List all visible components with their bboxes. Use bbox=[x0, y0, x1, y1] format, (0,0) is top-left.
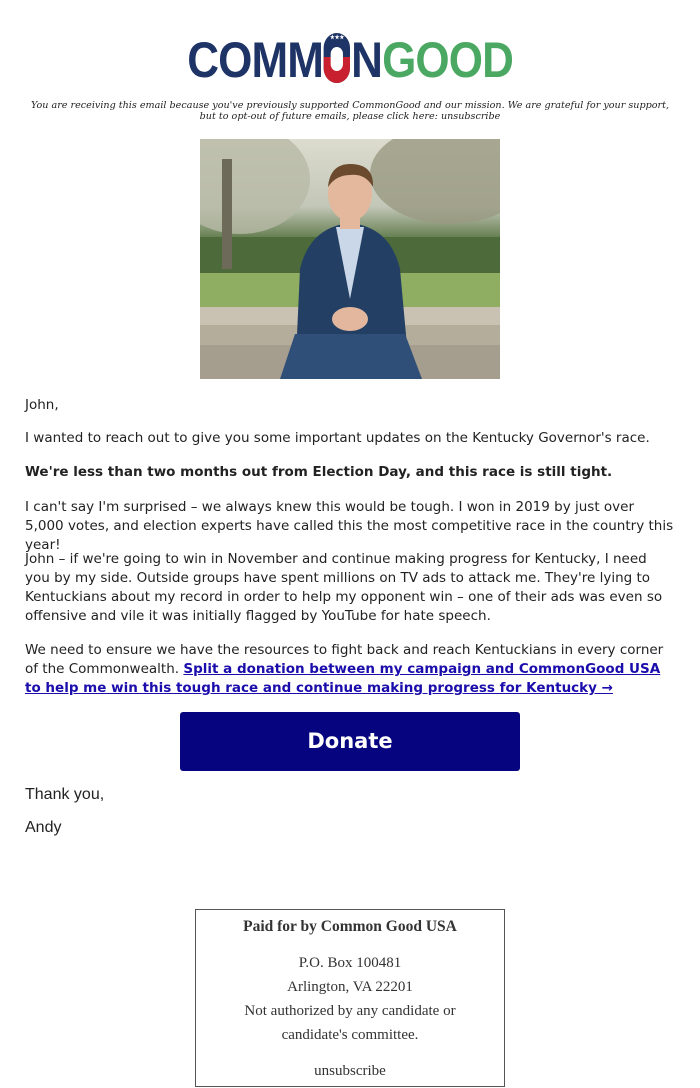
paragraph-5-text: We need to ensure we have the resources to fight back and reach Kentuckians in every corner of the Commonwealth. bbox=[25, 642, 664, 677]
paid-for-by: Paid for by Common Good USA bbox=[243, 918, 457, 935]
po-box: P.O. Box 100481 bbox=[298, 955, 402, 971]
disclaimer-line-2: candidate's committee. bbox=[281, 1027, 419, 1043]
disclaimer-line-1: Not authorized by any candidate or bbox=[244, 1003, 456, 1019]
donation-link[interactable]: Split a donation between my campaign and CommonGood USA to help me win this tough race and continue making progress for Kentucky → bbox=[25, 661, 661, 696]
logo-n-text: N bbox=[351, 32, 382, 88]
commongood-logo bbox=[0, 30, 700, 90]
paragraph-4: John – if we're going to win in November and continue making progress for Kentucky, I need you by my side. Outside groups have spent millions on TV ads to attack me. They're lying to Kentuckians about my record in order to help my opponent win – one of their ads was even so offensive and vile it was initially flagged by YouTube for hate speech. bbox=[25, 551, 663, 624]
candidate-photo bbox=[200, 139, 500, 379]
logo-stars: ★★★ bbox=[329, 35, 345, 41]
logo-good-text: GOOD bbox=[381, 32, 513, 88]
city-state: Arlington, VA 22201 bbox=[287, 979, 413, 995]
paragraph-2-bold: We're less than two months out from Election Day, and this race is still tight. bbox=[25, 464, 613, 480]
paragraph-1: I wanted to reach out to give you some important updates on the Kentucky Governor's race. bbox=[25, 430, 650, 446]
paragraph-5 bbox=[25, 641, 675, 698]
signature-name: Andy bbox=[25, 819, 62, 836]
optout-notice: You are receiving this email because you've previously supported CommonGood and our mission. We are grateful for your support, but to opt-out of future emails, please click here: unsubscribe bbox=[31, 100, 669, 122]
footer-unsubscribe-link[interactable]: unsubscribe bbox=[314, 1063, 386, 1079]
paragraph-3: I can't say I'm surprised – we always knew this would be tough. I won in 2019 by just over 5,000 votes, and election experts have called this the most competitive race in the country this year! bbox=[25, 499, 674, 553]
footer-disclaimer-box bbox=[195, 909, 505, 1087]
logo-flag-o-icon bbox=[324, 33, 350, 83]
thank-you-text: Thank you, bbox=[25, 786, 105, 803]
logo-common-text: COMM bbox=[187, 32, 323, 88]
donate-button[interactable]: Donate bbox=[180, 712, 520, 771]
greeting: John, bbox=[25, 397, 59, 413]
